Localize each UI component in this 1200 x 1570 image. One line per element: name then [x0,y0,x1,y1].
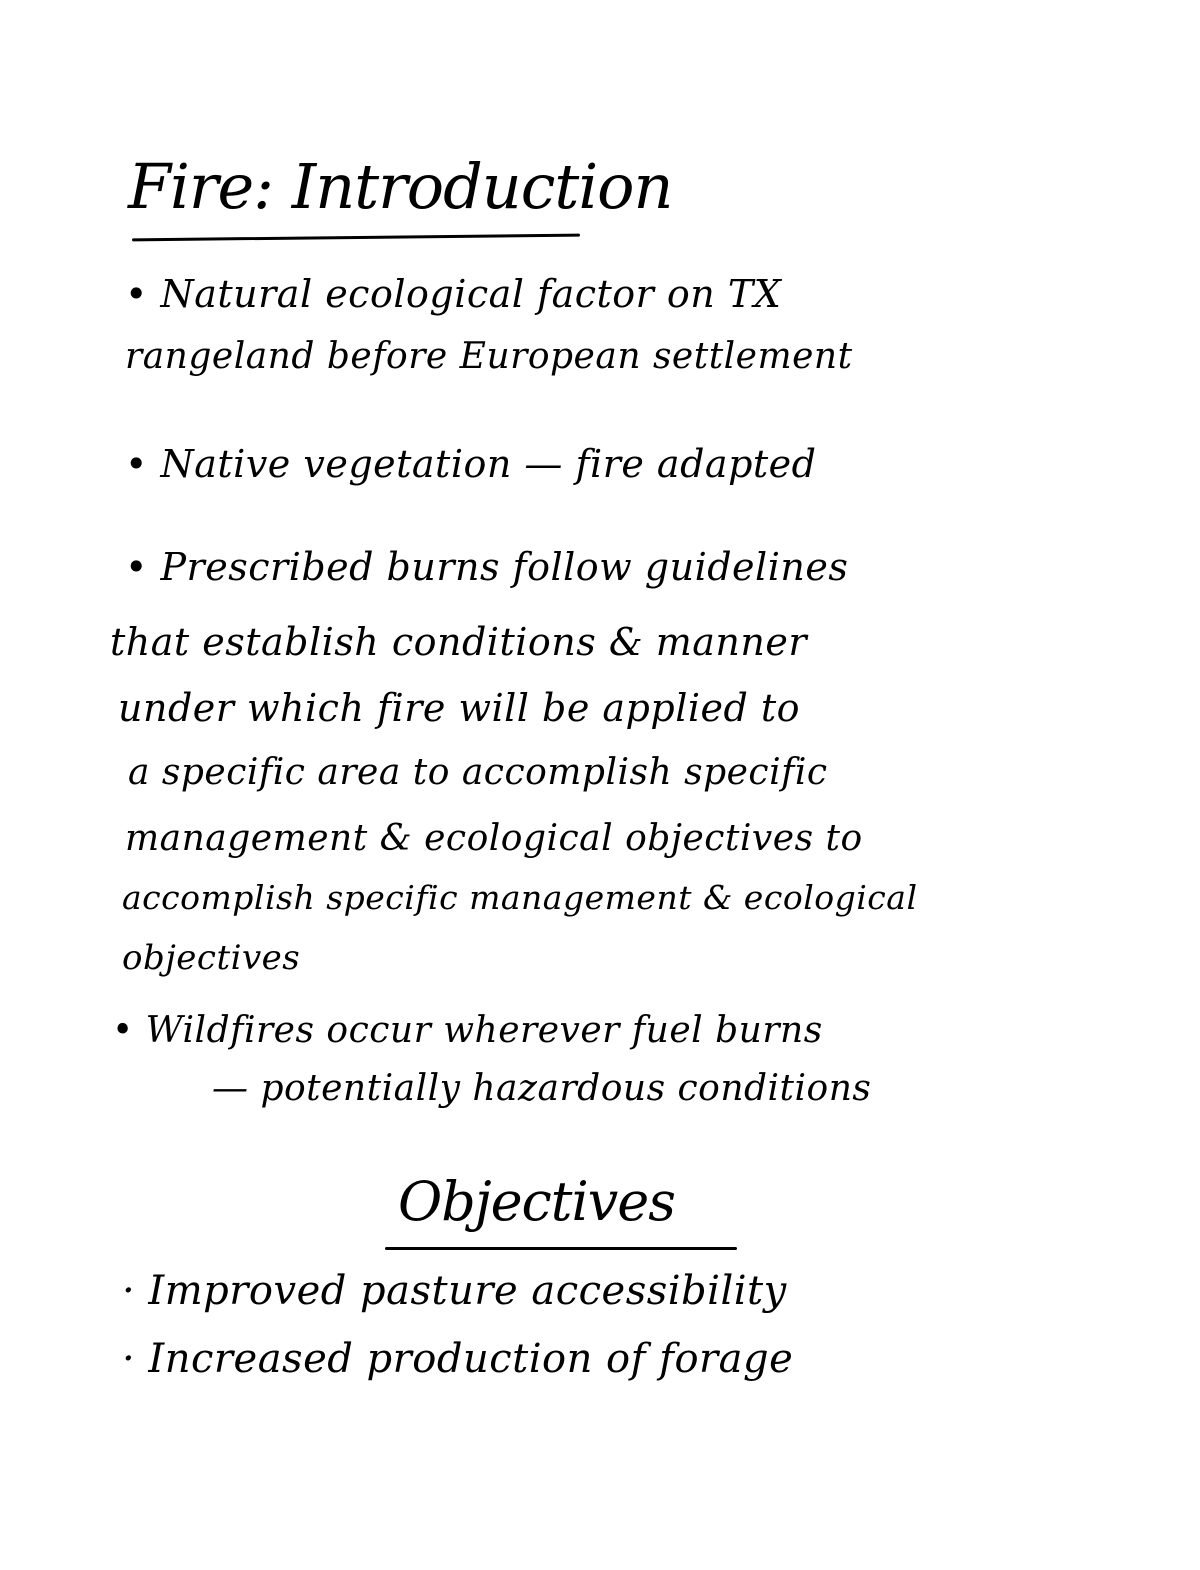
bullet-3-line-4: a specific area to accomplish specific [128,752,828,793]
bullet-3-line-5: management & ecological objectives to [125,818,863,859]
page-title: Fire: Introduction [128,150,673,223]
bullet-4-line-2: — potentially hazardous conditions [212,1068,872,1109]
objective-item-1: · Improved pasture accessibility [122,1268,787,1314]
bullet-3-line-3: under which fire will be applied to [118,686,801,730]
bullet-1-line-1: • Natural ecological factor on TX [125,272,782,316]
title-underline [132,234,580,242]
bullet-3-line-2: that establish conditions & manner [110,620,808,664]
bullet-3-line-6: accomplish specific management & ecological [122,878,918,917]
bullet-4-line-1: • Wildfires occur wherever fuel burns [112,1010,823,1051]
objective-item-2: · Increased production of forage [122,1336,794,1382]
bullet-3-line-1: • Prescribed burns follow guidelines [125,545,849,589]
objectives-underline [385,1247,737,1250]
bullet-3-line-7: objectives [122,938,301,978]
objectives-heading: Objectives [398,1170,675,1233]
bullet-1-line-2: rangeland before European settlement [125,336,853,377]
bullet-2-line-1: • Native vegetation — fire adapted [125,442,817,486]
